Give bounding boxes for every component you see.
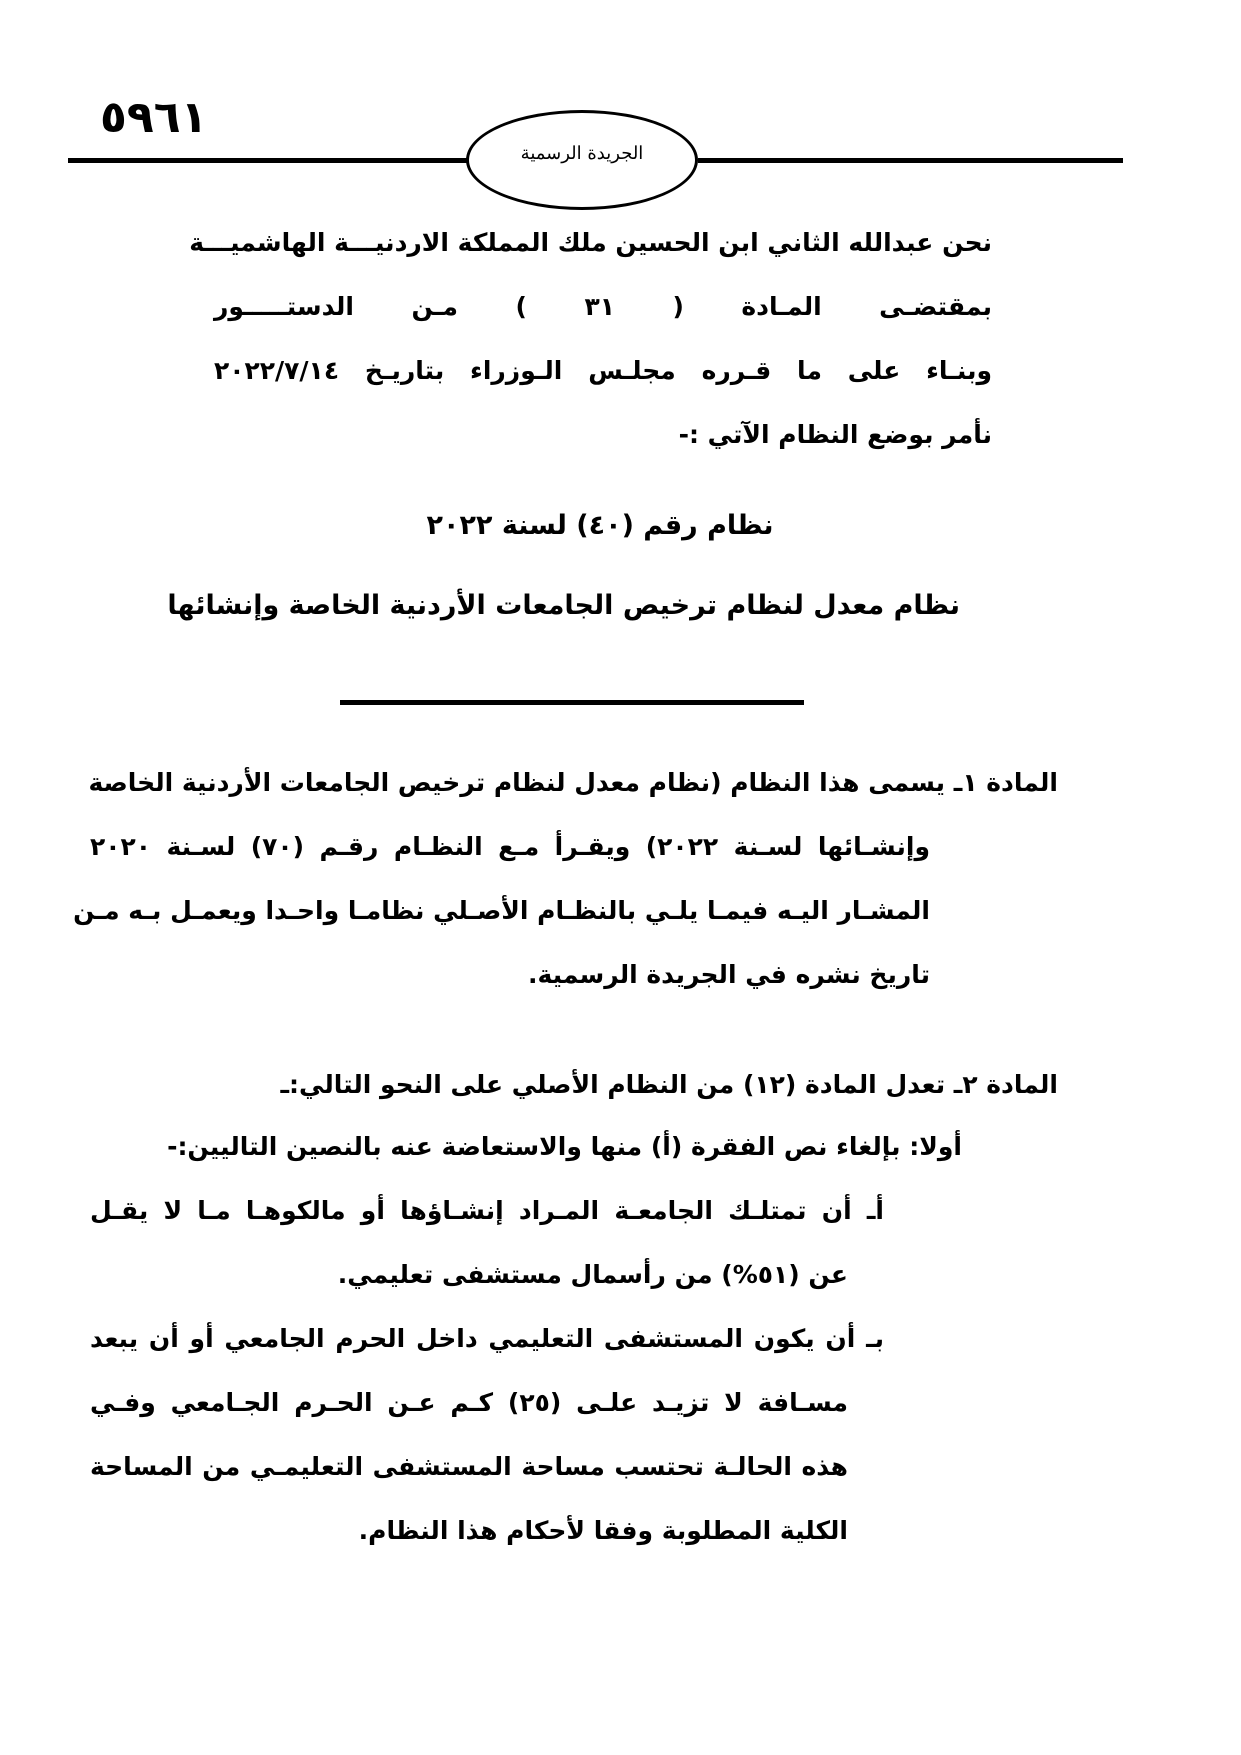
preamble-line-1: نحن عبدالله الثاني ابن الحسين ملك المملكة الاردنيـــة الهاشميـــة [189, 228, 992, 257]
header-rule-right [698, 158, 1123, 163]
article-1-line-3: المشـار اليـه فيمـا يلـي بالنظـام الأصـلي نظامـا واحـدا ويعمـل بـه مـن [73, 896, 930, 925]
page-number: ٥٩٦١ [100, 92, 208, 143]
preamble-line-4: نأمر بوضع النظام الآتي :- [678, 420, 992, 449]
article-1-line-4: تاريخ نشره في الجريدة الرسمية. [527, 960, 930, 989]
gazette-label: الجريدة الرسمية [520, 143, 644, 164]
article-2-clause-first: أولا: بإلغاء نص الفقرة (أ) منها والاستعاضة عنه بالنصين التاليين:- [167, 1132, 962, 1161]
article-2-line-1: المادة ٢ـ تعدل المادة (١٢) من النظام الأصلي على النحو التالي:ـ [280, 1070, 1058, 1099]
preamble-line-2: بمقتضـى المـادة ( ٣١ ) مـن الدستـــــور [214, 292, 992, 321]
item-b-line-2: مسـافة لا تزيـد علـى (٢٥) كـم عـن الحـرم الجـامعي وفـي [90, 1388, 849, 1417]
article-1-line-2: وإنشـائها لسـنة ٢٠٢٢) ويقـرأ مـع النظـام رقـم (٧٠) لسـنة ٢٠٢٠ [90, 832, 930, 861]
item-a-line-2: عن (٥١%) من رأسمال مستشفى تعليمي. [337, 1260, 848, 1289]
regulation-number: نظام رقم (٤٠) لسنة ٢٠٢٢ [426, 510, 774, 541]
item-b-line-4: الكلية المطلوبة وفقا لأحكام هذا النظام. [358, 1516, 848, 1545]
item-a-line-1: أـ أن تمتلـك الجامعـة المـراد إنشـاؤها أو مالكوهـا مـا لا يقـل [90, 1196, 884, 1225]
section-divider [340, 700, 804, 705]
preamble-line-3: وبنـاء على ما قـرره مجلـس الـوزراء بتاريـخ ٢٠٢٢/٧/١٤ [214, 356, 992, 385]
regulation-name: نظام معدل لنظام ترخيص الجامعات الأردنية الخاصة وإنشائها [167, 590, 960, 621]
article-1-line-1: المادة ١ـ يسمى هذا النظام (نظام معدل لنظام ترخيص الجامعات الأردنية الخاصة [88, 768, 1058, 797]
item-b-line-3: هذه الحالـة تحتسب مساحة المستشفى التعليمـي من المساحة [90, 1452, 848, 1481]
item-b-line-1: بـ أن يكون المستشفى التعليمي داخل الحرم الجامعي أو أن يبعد [90, 1324, 884, 1353]
header-rule-left [68, 158, 468, 163]
gazette-header-oval [466, 110, 698, 210]
